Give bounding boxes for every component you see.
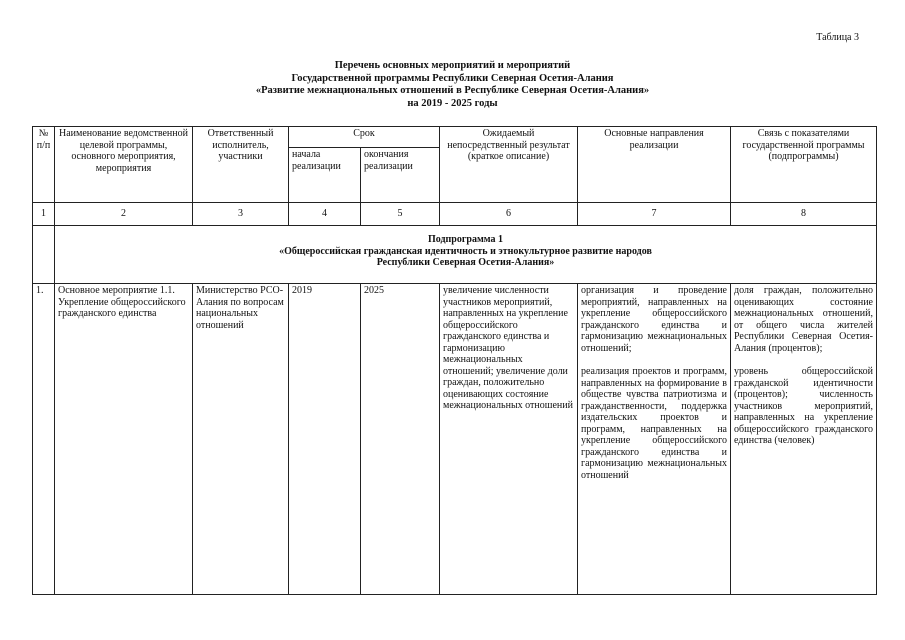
- document-title: [0, 60, 905, 110]
- row-directions: [578, 284, 731, 595]
- header-end: окончания реализации: [361, 148, 440, 203]
- col-number-3: 3: [193, 203, 289, 226]
- table-number-label: Таблица 3: [816, 32, 859, 43]
- row-directions-2: реализация проектов и программ, направленных на формирование в обществе чувства патриотизма и гражданственности, поддержка издательских проектов и программ, направленных на укрепление общероссийского гражданского единства и гармонизацию межнациональных отношений: [581, 366, 727, 481]
- header-name: Наименование ведомственной целевой программы, основного мероприятия, мероприятия: [55, 127, 193, 203]
- col-number-5: 5: [361, 203, 440, 226]
- row-responsible: Министерство РСО-Алания по вопросам национальных отношений: [193, 284, 289, 595]
- subprogram-no-cell: [33, 226, 55, 284]
- header-link: Связь с показателями государственной программы (подпрограммы): [731, 127, 877, 203]
- row-link-1: доля граждан, положительно оценивающих состояние межнациональных отношений, от общего числа жителей Республики Северная Осетия-Алания (процентов);: [734, 285, 873, 354]
- subprogram-line-1: Подпрограмма 1: [427, 234, 504, 245]
- title-line-3: «Развитие межнациональных отношений в Республике Северная Осетия-Алания»: [255, 85, 650, 96]
- col-number-6: 6: [440, 203, 578, 226]
- header-no: № п/п: [33, 127, 55, 203]
- row-directions-1: организация и проведение мероприятий, направленных на укрепление общероссийского гражданского единства и гармонизацию межнациональных отношений;: [581, 285, 727, 354]
- col-number-8: 8: [731, 203, 877, 226]
- header-responsible: Ответственный исполнитель, участники: [193, 127, 289, 203]
- col-number-7: 7: [578, 203, 731, 226]
- row-name: Основное мероприятие 1.1. Укрепление общероссийского гражданского единства: [55, 284, 193, 595]
- row-end: 2025: [361, 284, 440, 595]
- row-start: 2019: [289, 284, 361, 595]
- col-number-4: 4: [289, 203, 361, 226]
- table-row: [33, 284, 877, 595]
- row-link: [731, 284, 877, 595]
- header-result: Ожидаемый непосредственный результат (краткое описание): [440, 127, 578, 203]
- header-term: Срок: [289, 127, 440, 148]
- header-start: начала реализации: [289, 148, 361, 203]
- header-directions: Основные направления реализации: [578, 127, 731, 203]
- subprogram-line-3: Республики Северная Осетия-Алания»: [376, 257, 555, 268]
- subprogram-heading: [55, 226, 877, 284]
- measures-table: [32, 126, 877, 595]
- row-no: 1.: [33, 284, 55, 595]
- title-line-1: Перечень основных мероприятий и мероприятий: [334, 60, 571, 71]
- row-result: увеличение численности участников мероприятий, направленных на укрепление общероссийского гражданского единства и гармонизацию межнациональных отношений; увеличение доли граждан, положительно оценивающих состояние межнациональных отношений: [440, 284, 578, 595]
- subprogram-line-2: «Общероссийская гражданская идентичность и этнокультурное развитие народов: [279, 245, 652, 257]
- title-line-2: Государственной программы Республики Северная Осетия-Алания: [291, 72, 614, 84]
- col-number-1: 1: [33, 203, 55, 226]
- row-link-2: уровень общероссийской гражданской идентичности (процентов); численность участников мероприятий, направленных на укрепление общероссийского гражданского единства (человек): [734, 366, 873, 446]
- col-number-2: 2: [55, 203, 193, 226]
- title-line-4: на 2019 - 2025 годы: [407, 97, 498, 109]
